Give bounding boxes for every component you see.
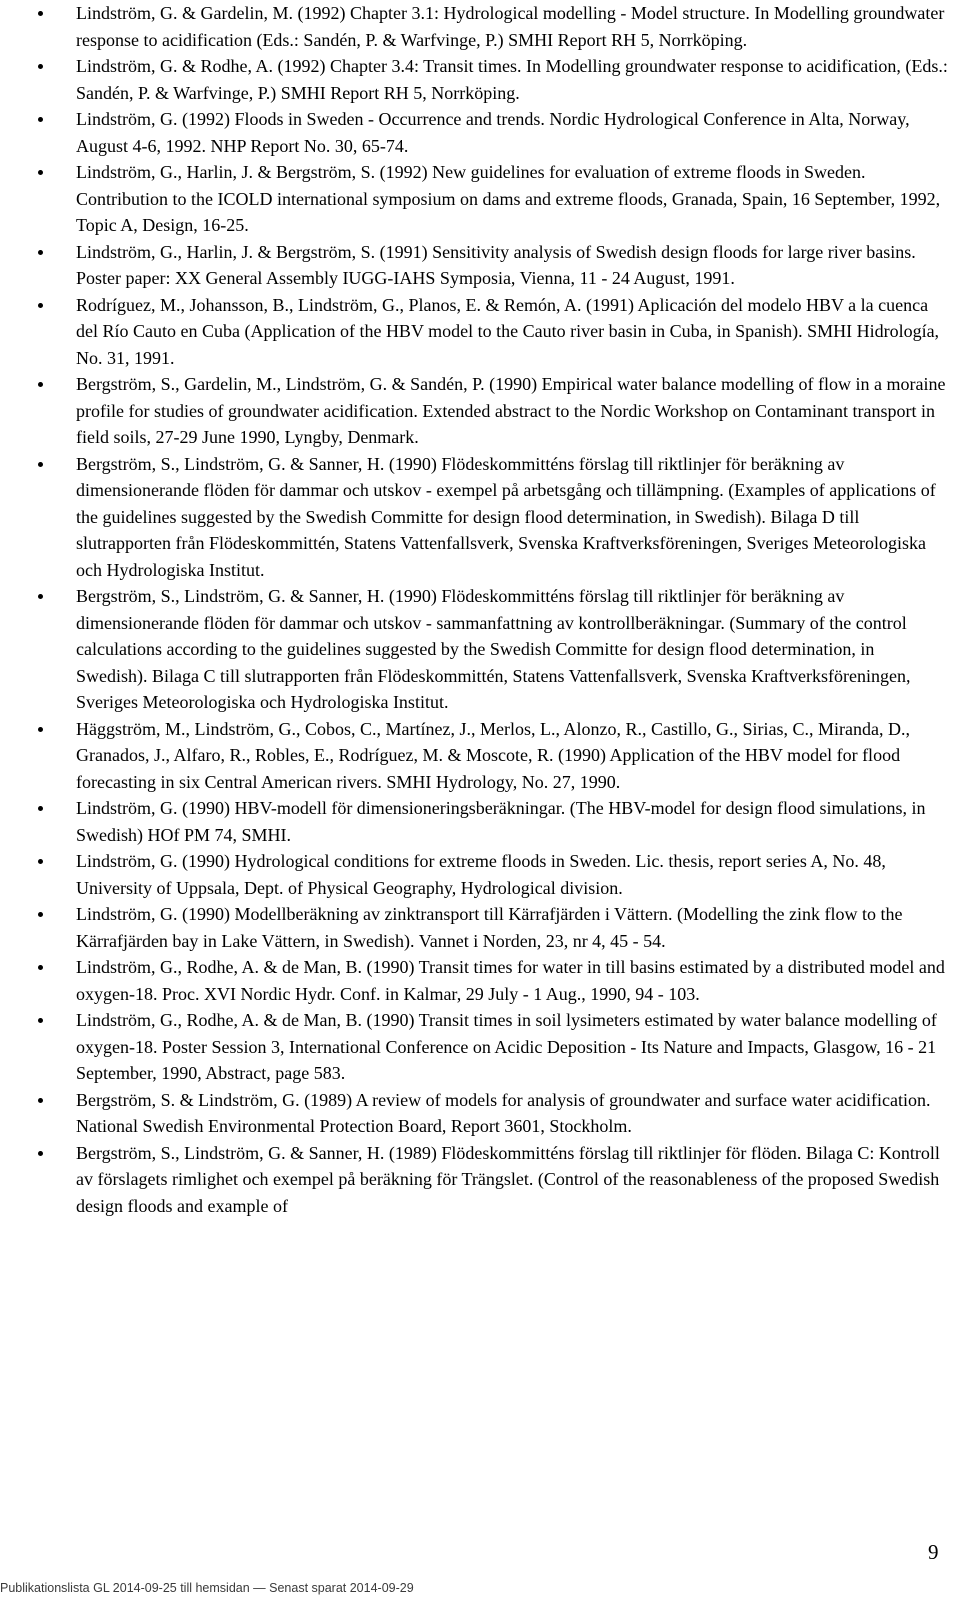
bullet-icon (38, 303, 43, 308)
bullet-icon (38, 117, 43, 122)
bullet-icon (38, 594, 43, 599)
reference-text: Lindström, G., Harlin, J. & Bergström, S. (1991) Sensitivity analysis of Swedish design floods for large river basins. Poster paper: XX General Assembly IUGG-IAHS Symposia, Vienna, 11 - 24 August, 1991. (76, 241, 916, 288)
reference-item (76, 1087, 948, 1140)
reference-item (76, 451, 948, 584)
bullet-icon (38, 965, 43, 970)
bullet-icon (38, 170, 43, 175)
reference-item (76, 371, 948, 451)
bullet-icon (38, 859, 43, 864)
bullet-icon (38, 250, 43, 255)
reference-item (76, 795, 948, 848)
reference-text: Lindström, G. & Rodhe, A. (1992) Chapter 3.4: Transit times. In Modelling groundwater response to acidification, (Eds.: Sandén, P. & Warfvinge, P.) SMHI Report RH 5, Norrköping. (76, 56, 948, 103)
reference-item (76, 292, 948, 372)
page-footer: Publikationslista GL 2014-09-25 till hemsidan — Senast sparat 2014-09-29 (0, 1581, 414, 1595)
reference-text: Lindström, G. & Gardelin, M. (1992) Chapter 3.1: Hydrological modelling - Model structure. In Modelling groundwater response to acidification (Eds.: Sandén, P. & Warfvinge, P.) SMHI Report RH 5, Norrköping. (76, 3, 945, 50)
bullet-icon (38, 1151, 43, 1156)
reference-text: Bergström, S., Lindström, G. & Sanner, H. (1990) Flödeskommitténs förslag till riktlinjer för beräkning av dimensionerande flöden för dammar och utskov - exempel på arbetsgång och tillämpning. (Examples of applications of the guidelines suggested by the Swedish Committe for design flood determination, in Swedish). Bilaga D till slutrapporten från Flödeskommittén, Statens Vattenfallsverk, Svenska Kraftverksföreningen, Sveriges Meteorologiska och Hydrologiska Institut. (76, 453, 936, 580)
bullet-icon (38, 1018, 43, 1023)
reference-item (76, 901, 948, 954)
reference-list (76, 0, 948, 1219)
reference-item (76, 954, 948, 1007)
reference-item (76, 1007, 948, 1087)
bullet-icon (38, 382, 43, 387)
bullet-icon (38, 1098, 43, 1103)
page-number: 9 (928, 1540, 939, 1564)
reference-text: Rodríguez, M., Johansson, B., Lindström, G., Planos, E. & Remón, A. (1991) Aplicación del modelo HBV a la cuenca del Río Cauto en Cuba (Application of the HBV model to the Cauto river basin in Cuba, in Spanish). SMHI Hidrología, No. 31, 1991. (76, 294, 940, 368)
bullet-icon (38, 64, 43, 69)
reference-item (76, 159, 948, 239)
reference-item (76, 239, 948, 292)
reference-text: Lindström, G. (1990) Modellberäkning av zinktransport till Kärrafjärden i Vättern. (Modelling the zink flow to the Kärrafjärden bay in Lake Vättern, in Swedish). Vannet i Norden, 23, nr 4, 45 - 54. (76, 904, 903, 951)
reference-text: Bergström, S., Lindström, G. & Sanner, H. (1989) Flödeskommitténs förslag till riktlinjer för flöden. Bilaga C: Kontroll av förslagets rimlighet och exempel på beräkning för Trängslet. (Control of the reasonableness of the proposed Swedish design floods and example of (76, 1142, 940, 1216)
reference-item (76, 0, 948, 53)
reference-item (76, 106, 948, 159)
reference-item (76, 716, 948, 796)
reference-item (76, 848, 948, 901)
bullet-icon (38, 462, 43, 467)
reference-text: Häggström, M., Lindström, G., Cobos, C., Martínez, J., Merlos, L., Alonzo, R., Castillo, G., Sirias, C., Miranda, D., Granados, J., Alfaro, R., Robles, E., Rodríguez, M. & Moscote, R. (1990) Application of the HBV model for flood forecasting in six Central American rivers. SMHI Hydrology, No. 27, 1990. (76, 718, 910, 792)
reference-text: Lindström, G. (1990) Hydrological conditions for extreme floods in Sweden. Lic. thesis, report series A, No. 48, University of Uppsala, Dept. of Physical Geography, Hydrological division. (76, 851, 886, 898)
reference-item (76, 583, 948, 716)
bullet-icon (38, 727, 43, 732)
bullet-icon (38, 11, 43, 16)
bullet-icon (38, 912, 43, 917)
reference-text: Lindström, G., Harlin, J. & Bergström, S. (1992) New guidelines for evaluation of extreme floods in Sweden. Contribution to the ICOLD international symposium on dams and extreme floods, Granada, Spain, 16 September, 1992, Topic A, Design, 16-25. (76, 162, 941, 235)
reference-text: Lindström, G., Rodhe, A. & de Man, B. (1990) Transit times in soil lysimeters estimated by water balance modelling of oxygen-18. Poster Session 3, International Conference on Acidic Deposition - Its Nature and Impacts, Glasgow, 16 - 21 September, 1990, Abstract, page 583. (76, 1010, 937, 1083)
reference-text: Bergström, S., Lindström, G. & Sanner, H. (1990) Flödeskommitténs förslag till riktlinjer för beräkning av dimensionerande flöden för dammar och utskov - sammanfattning av kontrollberäkningar. (Summary of the control calculations according to the guidelines suggested by the Swedish Committe for design flood determination, in Swedish). Bilaga C till slutrapporten från Flödeskommittén, Statens Vattenfallsverk, Svenska Kraftverksföreningen, Sveriges Meteorologiska och Hydrologiska Institut. (76, 586, 911, 712)
reference-text: Bergström, S. & Lindström, G. (1989) A review of models for analysis of groundwater and surface water acidification. National Swedish Environmental Protection Board, Report 3601, Stockholm. (76, 1089, 931, 1136)
reference-text: Bergström, S., Gardelin, M., Lindström, G. & Sandén, P. (1990) Empirical water balance modelling of flow in a moraine profile for studies of groundwater acidification. Extended abstract to the Nordic Workshop on Contaminant transport in field soils, 27-29 June 1990, Lyngby, Denmark. (76, 374, 946, 447)
reference-item (76, 1140, 948, 1220)
reference-item (76, 53, 948, 106)
reference-text: Lindström, G., Rodhe, A. & de Man, B. (1990) Transit times for water in till basins estimated by a distributed model and oxygen-18. Proc. XVI Nordic Hydr. Conf. in Kalmar, 29 July - 1 Aug., 1990, 94 - 103. (76, 957, 945, 1004)
bullet-icon (38, 806, 43, 811)
reference-text: Lindström, G. (1992) Floods in Sweden - Occurrence and trends. Nordic Hydrological Conference in Alta, Norway, August 4-6, 1992. NHP Report No. 30, 65-74. (76, 109, 910, 156)
reference-text: Lindström, G. (1990) HBV-modell för dimensioneringsberäkningar. (The HBV-model for design flood simulations, in Swedish) HOf PM 74, SMHI. (76, 798, 926, 845)
